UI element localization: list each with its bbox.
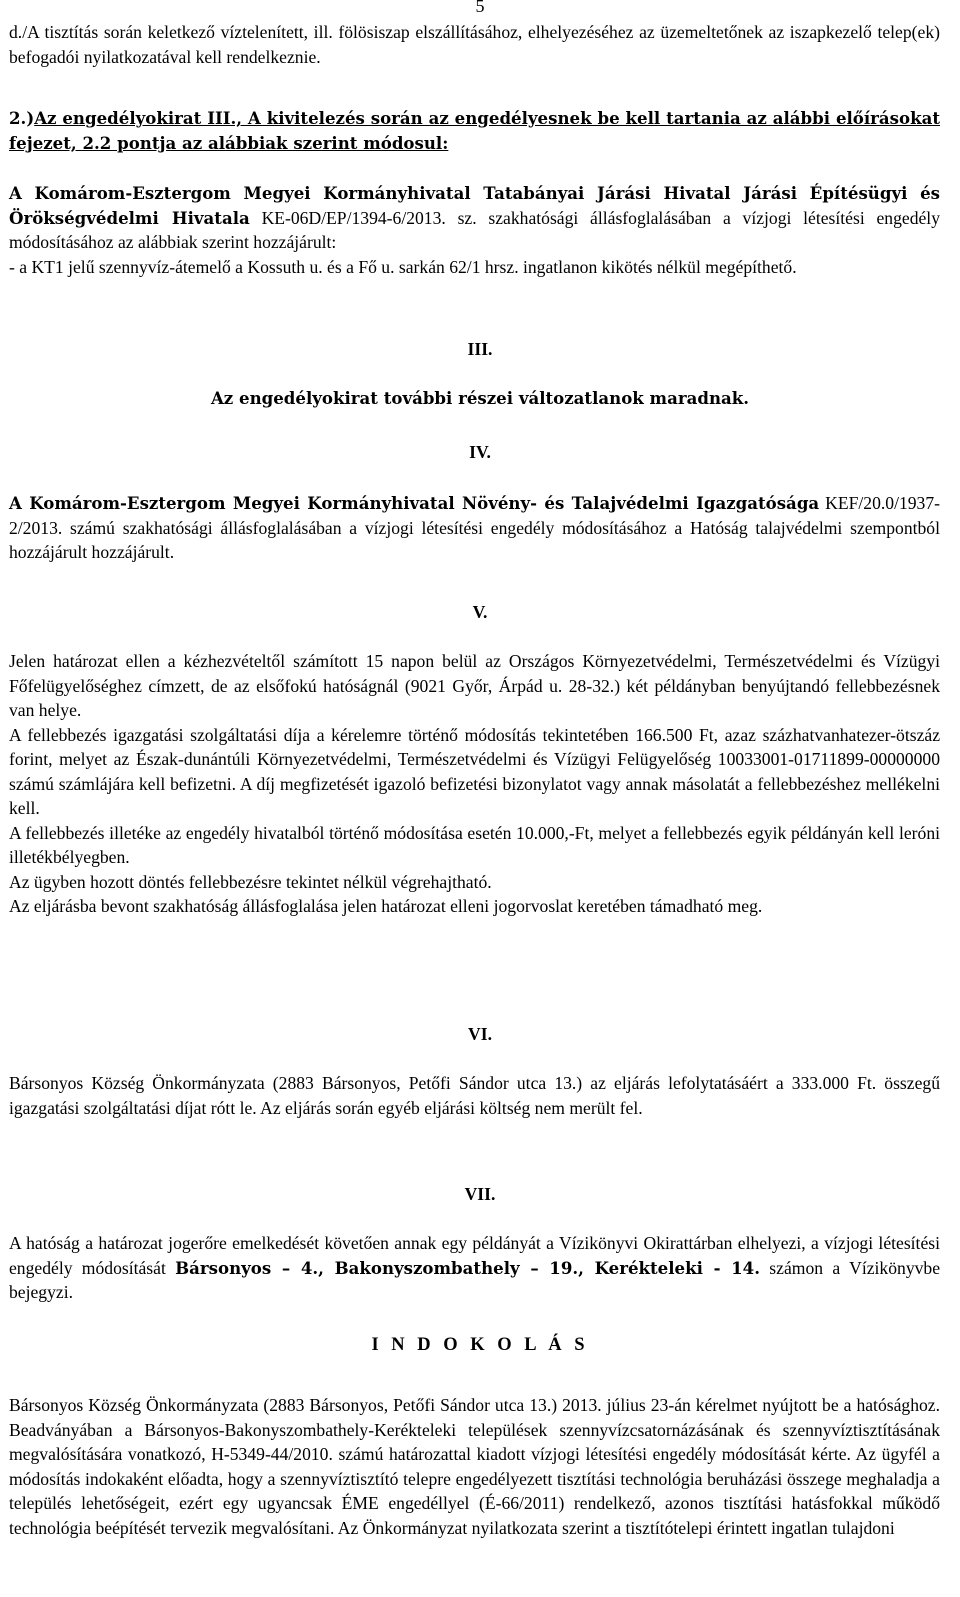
item2-paragraph xyxy=(9,106,940,155)
page-number: 5 xyxy=(475,0,485,16)
item2-prefix: 2.) xyxy=(9,108,35,128)
authority1-paragraph xyxy=(9,181,940,279)
item2-underlined: Az engedélyokirat III., A kivitelezés során az engedélyesnek be kell tartania az alábbi előírásokat fejezet, 2.2 pontja az alábbiak szerint módosul: xyxy=(9,108,940,153)
d-item-text: d./A tisztítás során keletkező víztelenített, ill. fölösiszap elszállításához, elhelyezéséhez az üzemeltetőnek az iszapkezelő telep(ek) befogadói nyilatkozatával kell rendelkeznie. xyxy=(9,22,940,67)
section5-paragraph: Az eljárásba bevont szakhatóság állásfoglalása jelen határozat elleni jogorvoslat keretében támadható meg. xyxy=(9,896,763,916)
authority1-text xyxy=(9,181,940,255)
d-item-paragraph xyxy=(9,20,940,69)
section7-text xyxy=(9,1231,940,1305)
indokolas-heading: I N D O K O L Á S xyxy=(371,1335,589,1355)
section3-heading: III. xyxy=(467,339,493,359)
section5-paragraph: A fellebbezés igazgatási szolgáltatási díja a kérelemre történő módosítás tekintetében 166.500 Ft, azaz százhatvanhatezer-ötszáz forint, melyet az Észak-dunántúli Környezetvédelmi, Természetvédelmi és Vízügyi Felügyelőség 10033001-01711899-00000000 számú számlájára kell befizetni. A díj megfizetését igazoló befizetési bizonylatot vagy annak másolatát a fellebbezéshez mellékelni kell. xyxy=(9,724,940,818)
section4-authority: A Komárom-Esztergom Megyei Kormányhivatal Növény- és Talajvédelmi Igazgatósága xyxy=(9,493,820,513)
section7-text-before: A hatóság a határozat jogerőre emelkedését követően annak egy példányát a Vízikönyvi Okirattárban elhelyezi, a vízjogi létesítési engedély módosítását xyxy=(9,1233,940,1278)
authority1-rest: KE-06D/EP/1394-6/2013. sz. szakhatósági állásfoglalásában a vízjogi létesítési engedély módosításához az alábbiak szerint hozzájárult: xyxy=(9,207,940,252)
indokolas-text: Bársonyos Község Önkormányzata (2883 Bársonyos, Petőfi Sándor utca 13.) 2013. július 23-án kérelmet nyújtott be a hatósághoz. Beadványában a Bársonyos-Bakonyszombathely-Kerékteleki települések szennyvízcsatornázásának és szennyvíztisztításának megvalósítására vonatkozó, H-5349-44/2010. számú határozattal kiadott vízjogi létesítési engedély módosítását kérte. Az ügyfél a módosítás indokaként előadta, hogy a szennyvíztisztító telepre engedélyezett tisztítási technológia beruházási összege meghaladja a település lehetőségeit, ezért egy ugyancsak ÉME engedéllyel (É-66/2011) rendelkező, azonos tisztítási hatásfokkal működő technológia beépítését tervezik megvalósítani. Az Önkormányzat nyilatkozata szerint a tisztítótelepi érintett ingatlan tulajdoni xyxy=(9,1395,940,1538)
indokolas-paragraph xyxy=(9,1393,940,1540)
section5-body xyxy=(9,649,940,919)
section6-text: Bársonyos Község Önkormányzata (2883 Bársonyos, Petőfi Sándor utca 13.) az eljárás lefolytatásáért a 333.000 Ft. összegű igazgatási szolgáltatási díjat rótt le. Az eljárás során egyéb eljárási költség nem merült fel. xyxy=(9,1073,940,1118)
item2-heading xyxy=(9,106,940,155)
section3-text: Az engedélyokirat további részei változatlanok maradnak. xyxy=(210,388,750,408)
section7-text-after: számon a Vízikönyvbe bejegyzi. xyxy=(9,1257,941,1302)
section5-paragraph: Az ügyben hozott döntés fellebbezésre tekintet nélkül végrehajtható. xyxy=(9,871,492,892)
section4-text xyxy=(9,491,940,565)
section6-paragraph xyxy=(9,1071,940,1120)
section7-paragraph xyxy=(9,1231,940,1305)
section5-paragraph: Jelen határozat ellen a kézhezvételtől számított 15 napon belül az Országos Környezetvédelmi, Természetvédelmi és Vízügyi Főfelügyelőséghez címzett, de az elsőfokú hatóságnál (9021 Győr, Árpád u. 28-32.) két példányban benyújtandó fellebbezésnek van helye. xyxy=(9,651,940,720)
section5-heading: V. xyxy=(472,602,488,622)
authority1-name: A Komárom-Esztergom Megyei Kormányhivatal Tatabányai Járási Hivatal Járási Építésügyi és Örökségvédelmi Hivatala xyxy=(9,183,940,228)
section4-heading: IV. xyxy=(469,442,491,462)
section4-rest: KEF/20.0/1937-2/2013. számú szakhatósági állásfoglalásában a vízjogi létesítési engedély módosításához a Hatóság talajvédelmi szempontból hozzájárult hozzájárult. xyxy=(9,493,940,562)
section7-bold: Bársonyos – 4., Bakonyszombathely – 19., Kerékteleki - 14. xyxy=(175,1257,761,1278)
kt1-line: - a KT1 jelű szennyvíz-átemelő a Kossuth u. és a Fő u. sarkán 62/1 hrsz. ingatlanon kikötés nélkül megépíthető. xyxy=(9,256,797,277)
section4-paragraph xyxy=(9,491,940,565)
section5-paragraph: A fellebbezés illetéke az engedély hivatalból történő módosítása esetén 10.000,-Ft, melyet a fellebbezés egyik példányán kell leróni illetékbélyegben. xyxy=(9,822,940,867)
section6-heading: VI. xyxy=(468,1024,492,1044)
section7-heading: VII. xyxy=(464,1184,496,1204)
